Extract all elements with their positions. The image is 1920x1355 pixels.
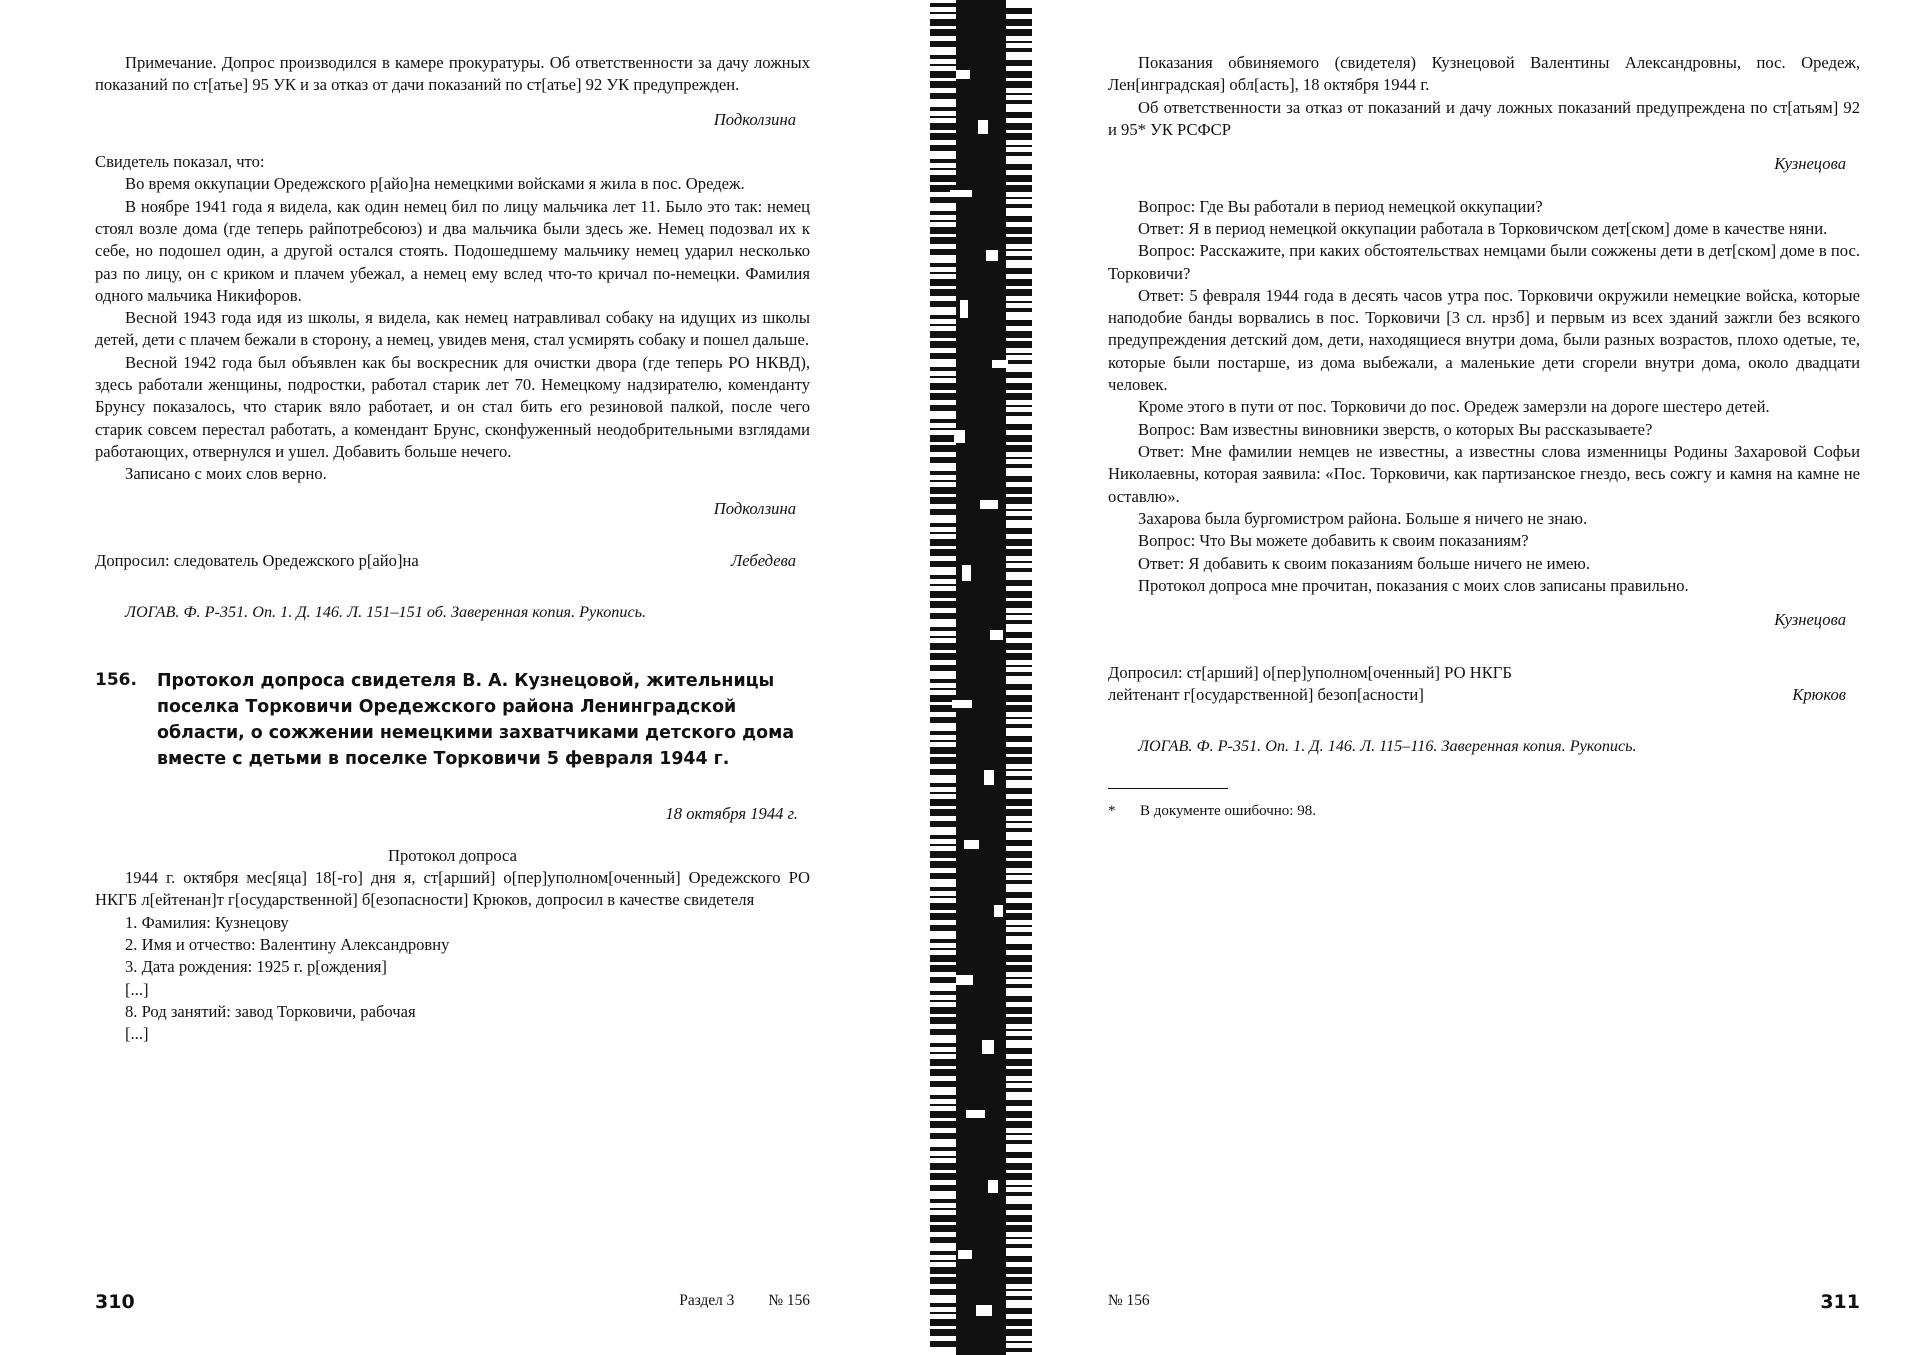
document-heading <box>95 668 810 772</box>
interrogator-role-line-1: Допросил: ст[арший] о[пер]уполном[оченный] РО НКГБ <box>1108 662 1512 682</box>
qa-line: Вопрос: Вам известны виновники зверств, о которых Вы рассказываете? <box>1138 419 1653 439</box>
qa-line: Ответ: Я в период немецкой оккупации работала в Торковичском дет[ском] доме в качестве няни. <box>1138 218 1828 238</box>
note-paragraph: Примечание. Допрос производился в камере прокуратуры. Об ответственности за дачу ложных показаний по ст[атье] 95 УК и за отказ от дачи показаний по ст[атье] 92 УК предупрежден. <box>95 53 810 95</box>
interrogator-role: Допросил: следователь Оредежского р[айо]на <box>95 550 419 570</box>
signature-kuznecova-1: Кузнецова <box>1774 154 1846 174</box>
book-gutter-shadow <box>920 0 1040 1355</box>
running-head-section: Раздел 3 <box>679 1292 735 1309</box>
protocol-heading: Протокол допроса <box>388 845 517 865</box>
qa-line: Ответ: Я добавить к своим показаниям больше ничего не имею. <box>1138 553 1590 573</box>
qa-line: Кроме этого в пути от пос. Торковичи до пос. Оредеж замерзли на дороге шестеро детей. <box>1138 397 1770 417</box>
scan-dark-strip <box>930 0 1032 1355</box>
archive-reference-left: ЛОГАВ. Ф. Р-351. Оп. 1. Д. 146. Л. 151–151 об. Заверенная копия. Рукопись. <box>125 603 647 622</box>
right-page <box>1040 0 1920 1355</box>
qa-line: Протокол допроса мне прочитан, показания с моих слов записаны правильно. <box>1138 575 1689 595</box>
qa-line: Вопрос: Где Вы работали в период немецкой оккупации? <box>1138 196 1543 216</box>
deposition-head: Показания обвиняемого (свидетеля) Кузнецовой Валентины Александровны, пос. Оредеж, Лен[инградская] обл[асть], 18 октября 1944 г. <box>1108 53 1860 95</box>
interrogator-block-right <box>1108 662 1860 707</box>
protocol-item: 2. Имя и отчество: Валентину Александровну <box>125 935 450 955</box>
footnote-separator <box>1108 788 1228 789</box>
interrogator-role-line-2: лейтенант г[осударственной] безоп[асности] <box>1108 684 1424 704</box>
signature-kuznecova-2: Кузнецова <box>1774 610 1846 630</box>
archive-reference-right: ЛОГАВ. Ф. Р-351. Оп. 1. Д. 146. Л. 115–116. Заверенная копия. Рукопись. <box>1138 737 1637 756</box>
testimony-paragraph-2: В ноябре 1941 года я видела, как один немец бил по лицу мальчика лет 11. Было это так: немец стоял возле дома (где теперь райпотребсоюз) и два мальчика были здесь же. Немец подозвал их к себе, но подошел один, а другой остался стоять. Подошедшему мальчику немец ударил несколько раз по лицу, он с криком и плачем убежал, а немец ему вслед что-то кричал по-немецки. Фамилия одного мальчика Никифоров. <box>95 196 810 305</box>
footnote <box>1108 801 1860 821</box>
witness-intro: Свидетель показал, что: <box>95 151 265 171</box>
protocol-intro: 1944 г. октября мес[яца] 18[-го] дня я, ст[арший] о[пер]уполном[оченный] Оредежского РО НКГБ л[ейтенан]т г[осударственной] б[езопасности] Крюков, допросил в качестве свидетеля <box>95 868 810 910</box>
protocol-item: [...] <box>125 1024 149 1044</box>
running-head-number: № 156 <box>768 1292 810 1309</box>
signature-podkolzina-1: Подколзина <box>713 109 796 129</box>
qa-line: Вопрос: Расскажите, при каких обстоятельствах немцами были сожжены дети в дет[ском] доме в пос. Торковичи? <box>1108 241 1860 283</box>
protocol-item: [...] <box>125 979 149 999</box>
qa-line: Захарова была бургомистром района. Больше я ничего не знаю. <box>1138 508 1588 528</box>
footnote-mark: * <box>1108 802 1116 819</box>
document-date: 18 октября 1944 г. <box>665 803 798 823</box>
qa-line: Ответ: Мне фамилии немцев не известны, а известны слова изменницы Родины Захаровой Софьи Николаевны, которая заявила: «Пос. Торковичи, как партизанское гнездо, весь сожгу и камня на камне не оставлю». <box>1108 442 1860 506</box>
qa-line: Ответ: 5 февраля 1944 года в десять часов утра пос. Торковичи окружили немецкие войска, которые наподобие банды ворвались в пос. Торковичи [3 сл. нрзб] и первым из всех зданий зажгли без всякого предупреждения детский дом, дети, находящиеся внутри дома, были разных возрастов, плохо одетые, те, которые были постарше, из дома выбежали, а маленькие дети сгорели внутри дома, около двадцати человек. <box>1108 285 1860 395</box>
document-number: 156. <box>95 670 137 691</box>
running-head-right: № 156 <box>1108 1292 1150 1309</box>
qa-line: Вопрос: Что Вы можете добавить к своим показаниям? <box>1138 531 1529 551</box>
testimony-paragraph-3: Весной 1943 года идя из школы, я видела, как немец натравливал собаку на идущих из школы детей, дети с плачем бежали в сторону, а немец, увидев меня, стал усмирять собаку и пошел дальше. <box>95 308 810 350</box>
protocol-item: 3. Дата рождения: 1925 г. р[ождения] <box>125 957 387 977</box>
signature-podkolzina-2: Подколзина <box>713 498 796 518</box>
page-number-right: 311 <box>1820 1291 1860 1313</box>
interrogator-line <box>95 550 810 572</box>
testimony-paragraph-4: Весной 1942 года был объявлен как бы воскресник для очистки двора (где теперь РО НКВД), здесь работали женщины, подростки, работал старик лет 70. Немецкому надзирателю, коменданту Брунсу показалось, что старик вяло работает, и он стал бить его резиновой палкой, после чего старик совсем перестал работать, а комендант Брунс, сконфуженный неодобрительными взглядами работающих, отвернулся и ушел. Добавить больше нечего. <box>95 352 810 461</box>
left-page <box>0 0 920 1355</box>
protocol-item: 1. Фамилия: Кузнецову <box>125 912 289 932</box>
running-head-left <box>679 1292 810 1310</box>
interrogator-name: Лебедева <box>730 550 796 570</box>
testimony-paragraph-5: Записано с моих слов верно. <box>125 464 327 484</box>
document-title: Протокол допроса свидетеля В. А. Кузнецовой, жительницы поселка Торковичи Оредежского района Ленинградской области, о сожжении немецкими захватчиками детского дома вместе с детьми в поселке Торковичи 5 февраля 1944 г. <box>157 671 795 770</box>
interrogator-name-right: Крюков <box>1792 684 1846 704</box>
protocol-item: 8. Род занятий: завод Торковичи, рабочая <box>125 1002 416 1022</box>
footnote-text: В документе ошибочно: 98. <box>1140 802 1316 819</box>
testimony-paragraph-1: Во время оккупации Оредежского р[айо]на немецкими войсками я жила в пос. Оредеж. <box>125 174 745 194</box>
page-number-left: 310 <box>95 1291 135 1313</box>
deposition-warning: Об ответственности за отказ от показаний и дачу ложных показаний предупреждена по ст[атьям] 92 и 95* УК РСФСР <box>1108 97 1860 139</box>
